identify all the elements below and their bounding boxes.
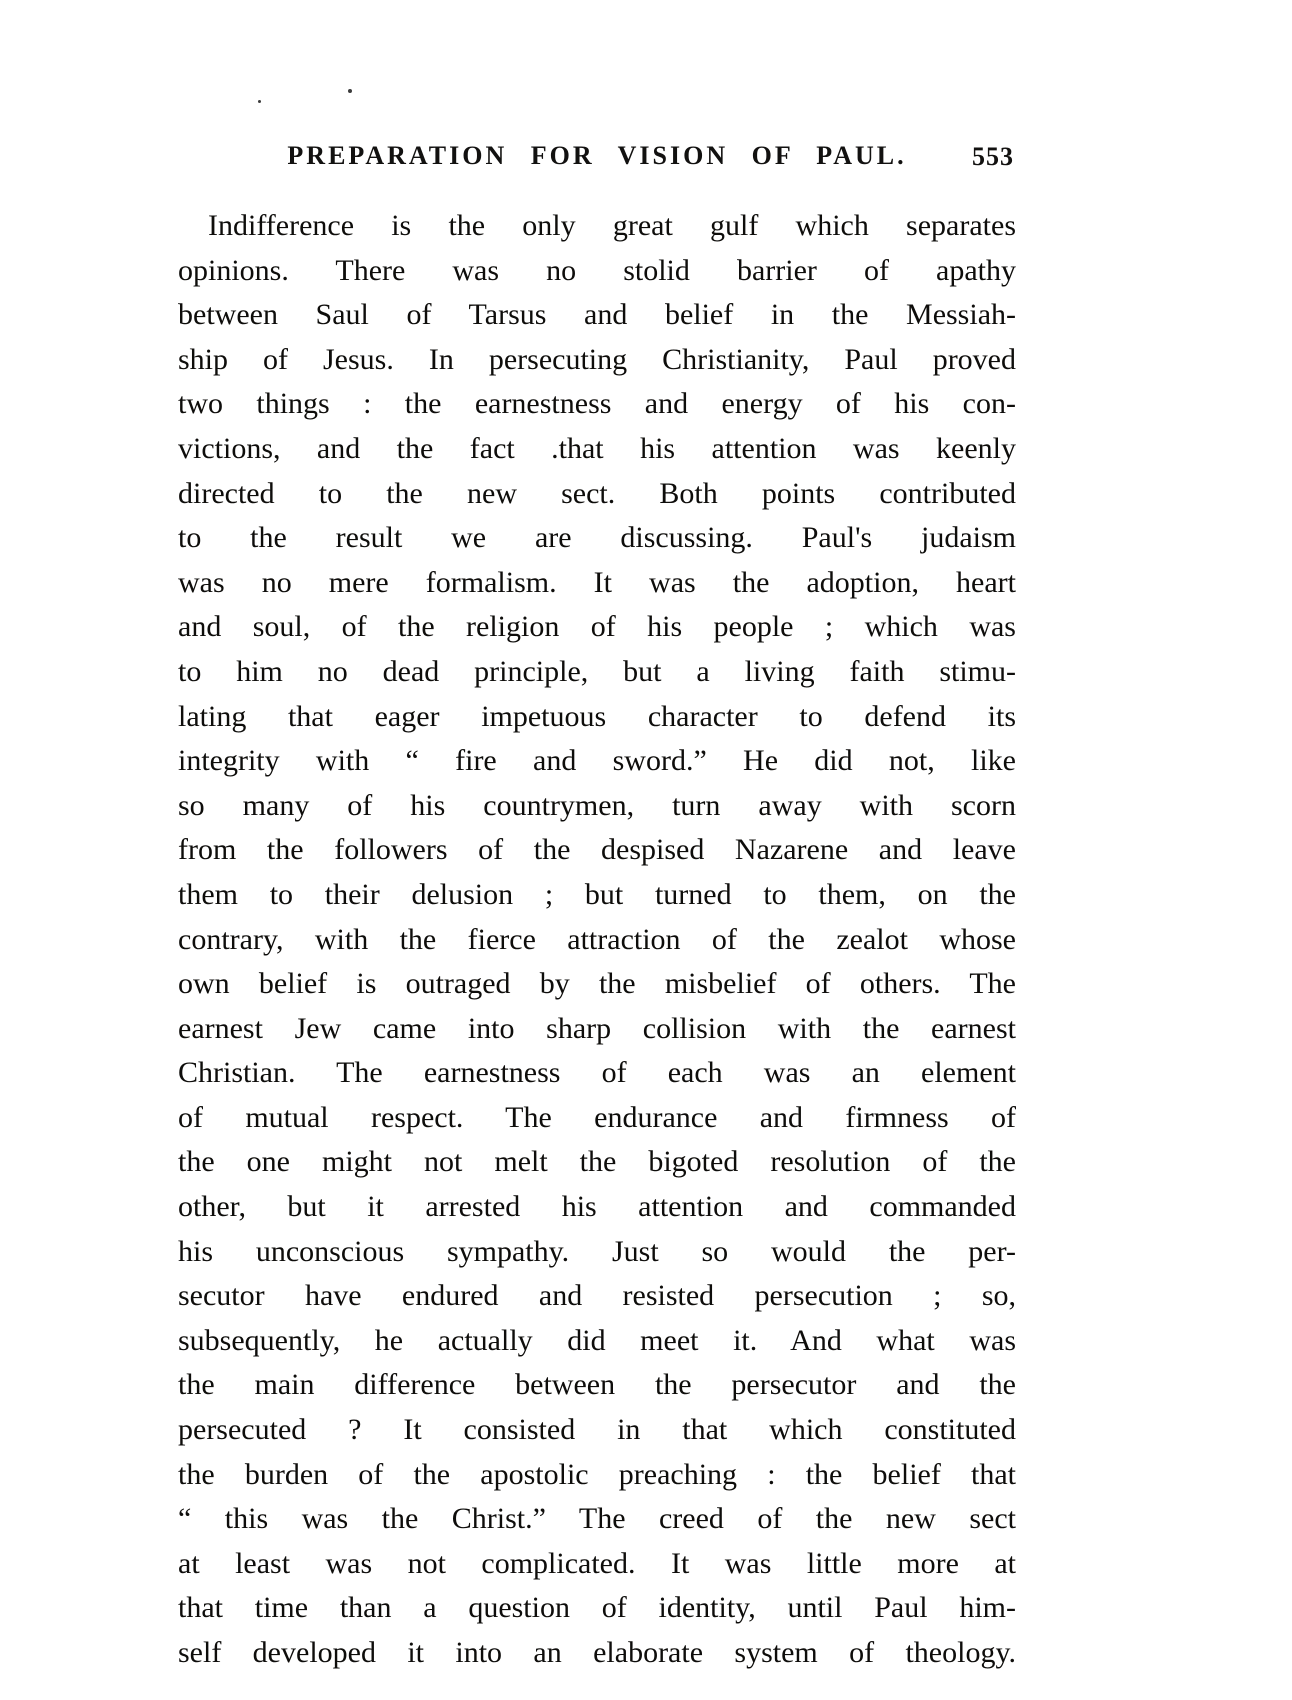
text-line: own belief is outraged by the misbelief of others. The <box>178 967 1016 1001</box>
text-line: to him no dead principle, but a living faith stimu- <box>178 654 1016 688</box>
text-line: that time than a question of identity, until Paul him- <box>178 1591 1016 1625</box>
text-line: the burden of the apostolic preaching : the belief that <box>178 1457 1016 1491</box>
text-line: integrity with “ fire and sword.” He did not, like <box>178 744 1016 778</box>
text-line: opinions. There was no stolid barrier of apathy <box>178 253 1016 287</box>
text-line: Indifference is the only great gulf which separates <box>208 209 1016 242</box>
scan-speck <box>258 100 261 103</box>
text-line: self developed it into an elaborate system of theology. <box>178 1636 1016 1669</box>
text-line: the one might not melt the bigoted resolution of the <box>178 1145 1016 1179</box>
text-line: so many of his countrymen, turn away with scorn <box>178 788 1016 822</box>
text-line: Christian. The earnestness of each was an element <box>178 1056 1016 1090</box>
text-line: contrary, with the fierce attraction of the zealot whose <box>178 922 1016 956</box>
text-line: lating that eager impetuous character to defend its <box>178 699 1016 733</box>
text-line: to the result we are discussing. Paul's judaism <box>178 521 1016 555</box>
page-number: 553 <box>972 142 1014 171</box>
running-head-title: PREPARATION FOR VISION OF PAUL. <box>287 141 907 170</box>
text-line: was no mere formalism. It was the adoption, heart <box>178 565 1016 599</box>
text-line: victions, and the fact .that his attention was keenly <box>178 431 1016 465</box>
text-line: from the followers of the despised Nazarene and leave <box>178 833 1016 867</box>
text-line: earnest Jew came into sharp collision with the earnest <box>178 1011 1016 1045</box>
text-line: at least was not complicated. It was little more at <box>178 1546 1016 1580</box>
text-line: ship of Jesus. In persecuting Christianity, Paul proved <box>178 342 1016 376</box>
body-text-column <box>178 204 1016 1676</box>
text-line: his unconscious sympathy. Just so would the per- <box>178 1234 1016 1268</box>
text-line: them to their delusion ; but turned to them, on the <box>178 877 1016 911</box>
text-line: “ this was the Christ.” The creed of the new sect <box>178 1502 1016 1536</box>
text-line: subsequently, he actually did meet it. And what was <box>178 1323 1016 1357</box>
text-line: persecuted ? It consisted in that which constituted <box>178 1413 1016 1447</box>
text-line: the main difference between the persecutor and the <box>178 1368 1016 1402</box>
text-line: other, but it arrested his attention and commanded <box>178 1190 1016 1224</box>
text-line: directed to the new sect. Both points contributed <box>178 476 1016 510</box>
text-line: two things : the earnestness and energy of his con- <box>178 387 1016 421</box>
text-line: of mutual respect. The endurance and firmness of <box>178 1100 1016 1134</box>
text-line: and soul, of the religion of his people ; which was <box>178 610 1016 644</box>
scan-speck <box>348 89 352 93</box>
text-line: secutor have endured and resisted persecution ; so, <box>178 1279 1016 1313</box>
text-line: between Saul of Tarsus and belief in the Messiah- <box>178 298 1016 332</box>
page-header <box>178 141 1016 181</box>
